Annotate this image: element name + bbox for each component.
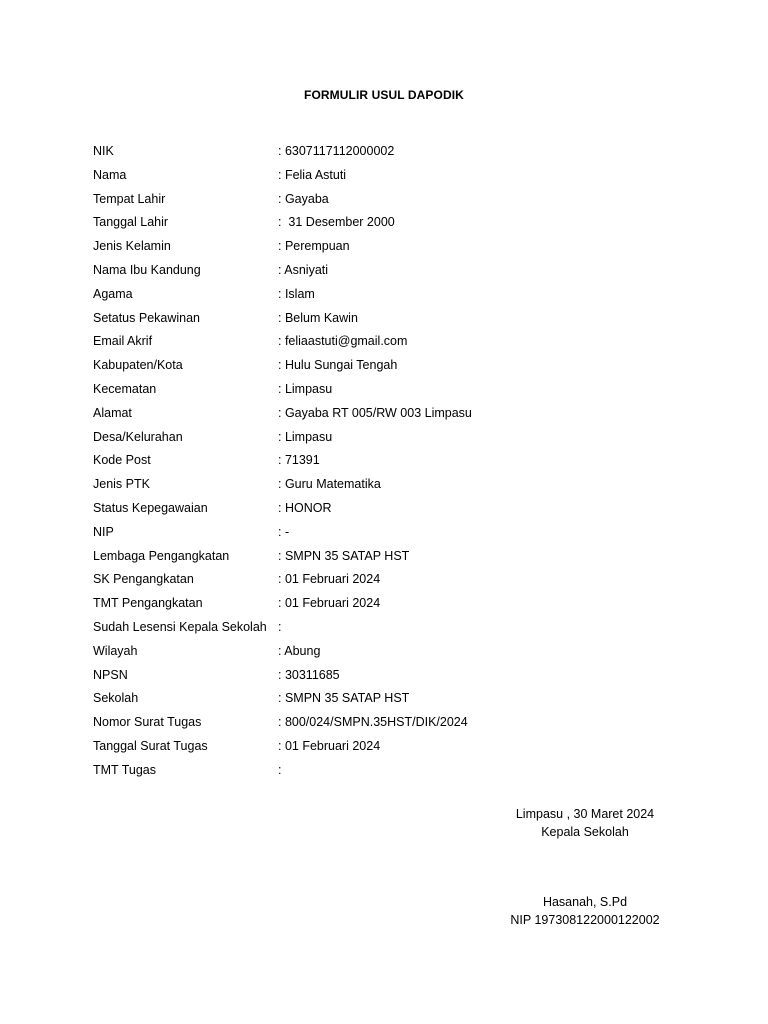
field-value-sk-pengangkatan: : 01 Februari 2024 xyxy=(278,572,381,587)
field-row-tmt-tugas xyxy=(93,760,713,784)
field-row-sk-pengangkatan xyxy=(93,569,713,593)
field-value-sekolah: : SMPN 35 SATAP HST xyxy=(278,691,410,706)
field-label-desa-kelurahan: Desa/Kelurahan xyxy=(93,429,183,444)
field-label-kabupaten-kota: Kabupaten/Kota xyxy=(93,358,183,373)
field-row-alamat xyxy=(93,403,713,427)
signature-role: Kepala Sekolah xyxy=(541,825,629,839)
field-row-agama xyxy=(93,284,713,308)
field-label-wilayah: Wilayah xyxy=(93,643,138,658)
field-label-tanggal-surat-tugas: Tanggal Surat Tugas xyxy=(93,738,208,753)
field-label-tmt-tugas: TMT Tugas xyxy=(93,762,156,777)
field-label-nomor-surat-tugas: Nomor Surat Tugas xyxy=(93,715,202,730)
field-value-lembaga-pengangkatan: : SMPN 35 SATAP HST xyxy=(278,548,410,563)
field-label-lembaga-pengangkatan: Lembaga Pengangkatan xyxy=(93,548,230,563)
field-value-agama: : Islam xyxy=(278,286,315,301)
field-value-email: : feliaastuti@gmail.com xyxy=(278,334,408,349)
field-row-tanggal-surat-tugas xyxy=(93,736,713,760)
field-row-sekolah xyxy=(93,688,713,712)
field-label-jenis-ptk: Jenis PTK xyxy=(93,477,150,492)
field-value-jenis-ptk: : Guru Matematika xyxy=(278,477,381,492)
field-row-kecamatan xyxy=(93,379,713,403)
field-row-kode-pos xyxy=(93,450,713,474)
field-row-email xyxy=(93,331,713,355)
field-value-nama-ibu-kandung: : Asniyati xyxy=(278,262,329,277)
field-value-nip: : - xyxy=(278,524,290,539)
field-value-jenis-kelamin: : Perempuan xyxy=(278,239,350,254)
field-value-lisensi-kepala-sekolah: : xyxy=(278,619,282,634)
field-label-npsn: NPSN xyxy=(93,667,128,682)
field-value-tanggal-surat-tugas: : 01 Februari 2024 xyxy=(278,738,381,753)
field-value-npsn: : 30311685 xyxy=(278,667,340,682)
field-row-lisensi-kepala-sekolah xyxy=(93,617,713,641)
field-label-tanggal-lahir: Tanggal Lahir xyxy=(93,215,169,230)
field-value-kecamatan: : Limpasu xyxy=(278,381,333,396)
field-row-nip xyxy=(93,522,713,546)
field-value-tanggal-lahir: : 31 Desember 2000 xyxy=(278,215,395,230)
field-row-nama-ibu-kandung xyxy=(93,260,713,284)
field-label-nik: NIK xyxy=(93,144,114,158)
field-row-kabupaten-kota xyxy=(93,355,713,379)
field-row-status-perkawinan xyxy=(93,308,713,332)
field-label-nip: NIP xyxy=(93,524,114,539)
field-row-nomor-surat-tugas xyxy=(93,712,713,736)
field-label-agama: Agama xyxy=(93,286,133,301)
signature-name: Hasanah, S.Pd xyxy=(542,895,628,909)
field-value-nomor-surat-tugas: : 800/024/SMPN.35HST/DIK/2024 xyxy=(278,715,468,730)
field-row-jenis-kelamin xyxy=(93,236,713,260)
field-row-desa-kelurahan xyxy=(93,427,713,451)
field-label-sekolah: Sekolah xyxy=(93,691,139,706)
field-label-tempat-lahir: Tempat Lahir xyxy=(93,191,166,206)
field-label-nama: Nama xyxy=(93,167,127,182)
field-value-alamat: : Gayaba RT 005/RW 003 Limpasu xyxy=(278,405,472,420)
field-value-kabupaten-kota: : Hulu Sungai Tengah xyxy=(278,358,398,373)
field-label-kecamatan: Kecematan xyxy=(93,381,157,396)
field-value-status-kepegawaian: : HONOR xyxy=(278,500,332,515)
field-row-wilayah xyxy=(93,641,713,665)
field-row-tmt-pengangkatan xyxy=(93,593,713,617)
field-label-status-perkawinan: Setatus Pekawinan xyxy=(93,310,201,325)
field-row-jenis-ptk xyxy=(93,474,713,498)
field-label-email: Email Akrif xyxy=(93,334,153,349)
field-row-nama xyxy=(93,165,713,189)
field-row-tanggal-lahir xyxy=(93,212,713,236)
field-value-wilayah: : Abung xyxy=(278,643,321,658)
field-label-tmt-pengangkatan: TMT Pengangkatan xyxy=(93,596,203,611)
signature-nip: NIP 197308122000122002 xyxy=(510,913,660,927)
field-row-status-kepegawaian xyxy=(93,498,713,522)
field-label-lisensi-kepala-sekolah: Sudah Lesensi Kepala Sekolah xyxy=(93,619,267,634)
field-value-tmt-pengangkatan: : 01 Februari 2024 xyxy=(278,596,381,611)
field-value-desa-kelurahan: : Limpasu xyxy=(278,429,333,444)
field-value-tmt-tugas: : xyxy=(278,762,282,777)
field-label-status-kepegawaian: Status Kepegawaian xyxy=(93,500,208,515)
field-value-tempat-lahir: : Gayaba xyxy=(278,191,329,206)
field-value-nik: : 6307117112000002 xyxy=(278,144,395,158)
field-label-kode-pos: Kode Post xyxy=(93,453,151,468)
form-fields xyxy=(93,141,713,784)
field-row-nik xyxy=(93,141,713,165)
form-title: FORMULIR USUL DAPODIK xyxy=(304,88,464,102)
field-label-jenis-kelamin: Jenis Kelamin xyxy=(93,239,171,254)
field-label-sk-pengangkatan: SK Pengangkatan xyxy=(93,572,194,587)
field-value-status-perkawinan: : Belum Kawin xyxy=(278,310,358,325)
field-label-alamat: Alamat xyxy=(93,405,132,420)
signature-place-date: Limpasu , 30 Maret 2024 xyxy=(515,807,655,821)
field-row-npsn xyxy=(93,665,713,689)
field-label-nama-ibu-kandung: Nama Ibu Kandung xyxy=(93,262,201,277)
field-value-nama: : Felia Astuti xyxy=(278,167,347,182)
field-value-kode-pos: : 71391 xyxy=(278,453,320,468)
field-row-tempat-lahir xyxy=(93,189,713,213)
field-row-lembaga-pengangkatan xyxy=(93,546,713,570)
